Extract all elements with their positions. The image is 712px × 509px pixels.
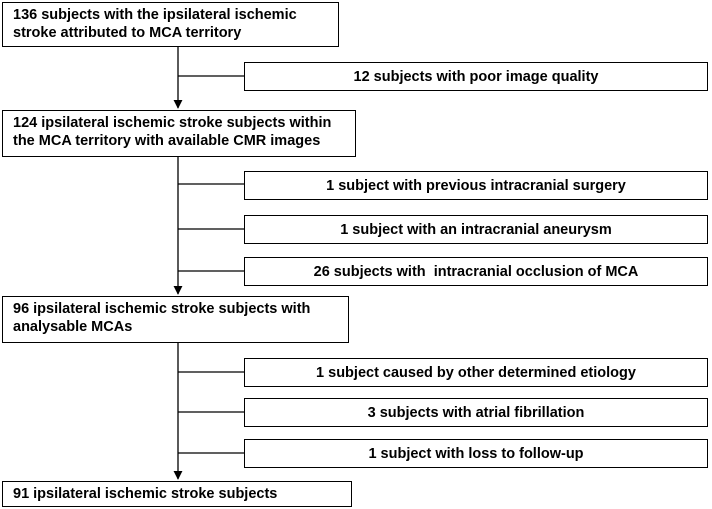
main-box-3-line-1: 96 ipsilateral ischemic stroke subjects with xyxy=(13,301,311,317)
main-box-1-line-1: 136 subjects with the ipsilateral ischemic xyxy=(13,7,297,23)
exclusion-box-6 xyxy=(244,398,708,427)
exclusion-box-1-text: 12 subjects with poor image quality xyxy=(353,68,599,85)
exclusion-box-5 xyxy=(244,358,708,387)
main-box-1-line-2: stroke attributed to MCA territory xyxy=(13,25,242,41)
exclusion-box-2 xyxy=(244,171,708,200)
exclusion-box-4 xyxy=(244,257,708,286)
exclusion-box-3 xyxy=(244,215,708,244)
exclusion-box-7-text: 1 subject with loss to follow-up xyxy=(368,445,584,462)
main-box-4-line-1: 91 ipsilateral ischemic stroke subjects xyxy=(13,486,278,502)
exclusion-box-2-text: 1 subject with previous intracranial surgery xyxy=(326,177,626,194)
exclusion-box-1 xyxy=(244,62,708,91)
exclusion-box-7 xyxy=(244,439,708,468)
exclusion-box-3-text: 1 subject with an intracranial aneurysm xyxy=(340,221,612,238)
main-box-2 xyxy=(2,110,356,157)
exclusion-box-5-text: 1 subject caused by other determined etiology xyxy=(316,364,636,381)
main-box-4 xyxy=(2,481,352,507)
exclusion-box-4-text: 26 subjects with intracranial occlusion of MCA xyxy=(313,263,639,280)
main-box-3-line-2: analysable MCAs xyxy=(13,319,133,335)
main-box-2-line-2: the MCA territory with available CMR images xyxy=(13,133,321,149)
exclusion-box-6-text: 3 subjects with atrial fibrillation xyxy=(367,404,585,421)
main-box-1 xyxy=(2,2,339,47)
main-box-3 xyxy=(2,296,349,343)
main-box-2-line-1: 124 ipsilateral ischemic stroke subjects within xyxy=(13,115,332,131)
